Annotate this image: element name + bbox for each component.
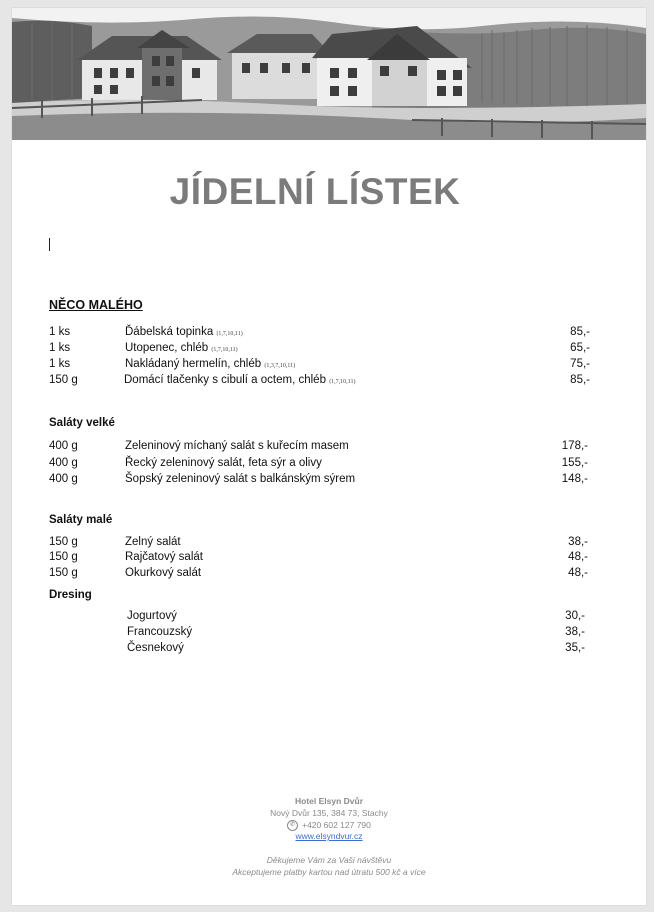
item-quantity: 150 g [49, 374, 78, 386]
item-price: 85,- [570, 374, 590, 386]
allergen-codes: (1,3,7,10,11) [264, 363, 296, 369]
item-price: 48,- [568, 567, 588, 579]
item-quantity: 400 g [49, 473, 78, 485]
section-heading-dresing: Dresing [49, 589, 92, 601]
phone-icon: ✆ [287, 820, 298, 831]
footer-website-row [12, 831, 646, 841]
menu-page [12, 8, 646, 905]
section-heading-neco-maleho: NĚCO MALÉHO [49, 298, 143, 312]
section-heading-salaty-male: Saláty malé [49, 514, 113, 526]
footer-address: Nový Dvůr 135, 384 73, Stachy [270, 808, 388, 818]
footer-payment-note: Akceptujeme platby kartou nad útratu 500 kč a více [232, 867, 426, 877]
item-price: 155,- [561, 457, 588, 469]
item-name-wrap [125, 326, 243, 338]
item-quantity: 1 ks [49, 342, 71, 354]
item-name: Česnekový [127, 642, 184, 654]
allergen-codes: (1,7,10,11) [211, 347, 238, 353]
item-name: Zeleninový míchaný salát s kuřecím masem [125, 440, 349, 452]
footer-website-link[interactable]: www.elsyndvur.cz [295, 831, 363, 841]
item-price: 38,- [568, 536, 588, 548]
item-name: Šopský zeleninový salát s balkánským sýrem [125, 473, 356, 485]
item-name-wrap [124, 374, 355, 386]
text-cursor [49, 238, 50, 251]
item-quantity: 150 g [49, 567, 78, 579]
allergen-codes: (1,7,10,11) [216, 331, 243, 337]
item-price: 178,- [561, 440, 588, 452]
item-quantity: 1 ks [49, 358, 71, 370]
item-name: Francouzský [127, 626, 193, 638]
item-quantity: 400 g [49, 457, 78, 469]
item-price: 75,- [570, 358, 590, 370]
item-name-wrap [125, 358, 295, 370]
item-price: 85,- [570, 326, 590, 338]
item-quantity: 400 g [49, 440, 78, 452]
hotel-banner-image [12, 8, 646, 140]
footer-hotel-name: Hotel Elsyn Dvůr [294, 796, 364, 806]
item-price: 30,- [565, 610, 585, 622]
item-name: Okurkový salát [125, 567, 202, 579]
item-name: Ďábelská topinka [125, 326, 214, 338]
item-name: Jogurtový [127, 610, 177, 622]
item-quantity: 150 g [49, 551, 78, 563]
item-name: Domácí tlačenky s cibulí a octem, chléb [124, 374, 326, 386]
item-price: 148,- [561, 473, 588, 485]
item-price: 48,- [568, 551, 588, 563]
item-quantity: 150 g [49, 536, 78, 548]
footer-phone: +420 602 127 790 [302, 820, 371, 830]
footer-phone-row [12, 820, 646, 831]
item-name: Zelný salát [125, 536, 181, 548]
item-name: Utopenec, chléb [125, 342, 209, 354]
item-name-wrap [125, 342, 238, 354]
allergen-codes: (1,7,10,11) [329, 379, 356, 385]
item-quantity: 1 ks [49, 326, 71, 338]
item-price: 65,- [570, 342, 590, 354]
footer-thanks: Děkujeme Vám za Vaši návštěvu [266, 855, 392, 865]
item-name: Řecký zeleninový salát, feta sýr a olivy [125, 457, 322, 469]
item-price: 38,- [565, 626, 585, 638]
section-heading-salaty-velke: Saláty velké [49, 417, 115, 429]
item-price: 35,- [565, 642, 585, 654]
item-name: Nakládaný hermelín, chléb [125, 358, 262, 370]
item-name: Rajčatový salát [125, 551, 203, 563]
page-title: JÍDELNÍ LÍSTEK [169, 171, 461, 212]
